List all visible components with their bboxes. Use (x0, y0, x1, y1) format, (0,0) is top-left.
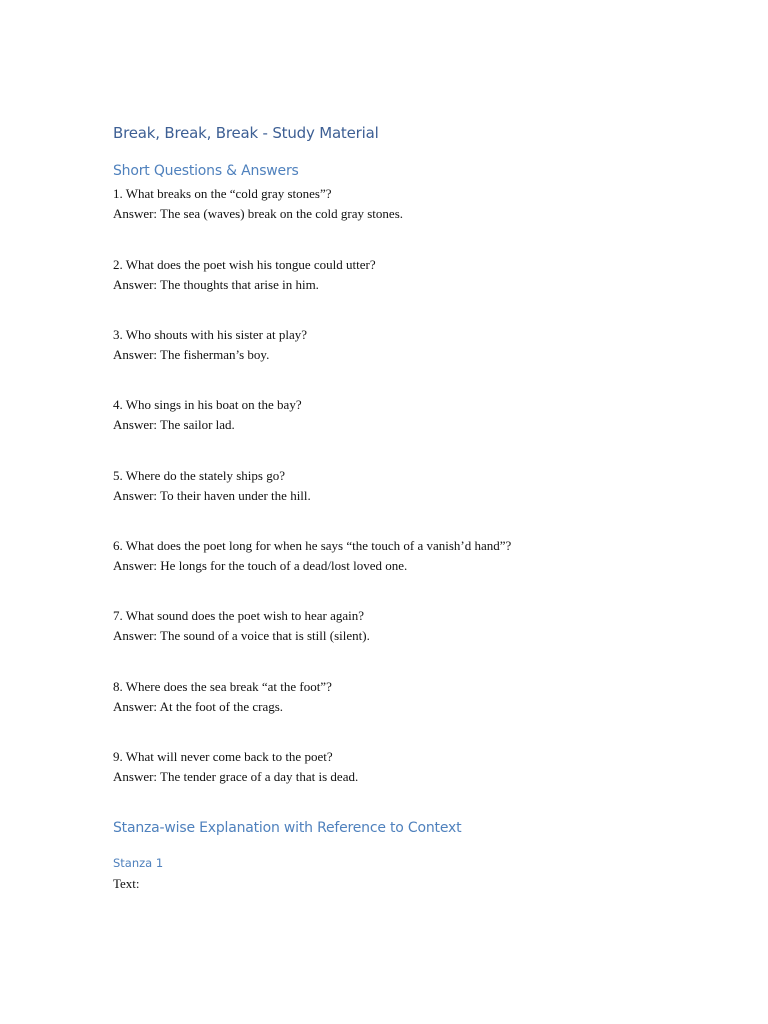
answer-text: Answer: The sailor lad. (113, 416, 235, 432)
qa-item-6 (113, 536, 673, 575)
qa-item-1 (113, 184, 673, 223)
qa-item-4 (113, 395, 673, 434)
answer-text: Answer: The sound of a voice that is still (silent). (113, 627, 370, 643)
document-title: Break, Break, Break - Study Material (113, 124, 379, 142)
qa-item-5 (113, 466, 673, 505)
question-text: 1. What breaks on the “cold gray stones”? (113, 186, 332, 201)
question-text: 5. Where do the stately ships go? (113, 468, 285, 483)
answer-text: Answer: To their haven under the hill. (113, 487, 311, 503)
section-heading-short-qa: Short Questions & Answers (113, 163, 299, 179)
answer-text: Answer: He longs for the touch of a dead/lost loved one. (113, 557, 408, 573)
section-heading-stanza-explanation: Stanza-wise Explanation with Reference to Context (113, 820, 462, 836)
question-text: 9. What will never come back to the poet? (113, 749, 333, 764)
answer-text: Answer: The tender grace of a day that is dead. (113, 768, 359, 784)
stanza-1-text-label: Text: (113, 876, 140, 891)
answer-text: Answer: At the foot of the crags. (113, 698, 284, 714)
qa-item-9 (113, 747, 673, 786)
qa-item-2 (113, 255, 673, 294)
question-text: 2. What does the poet wish his tongue could utter? (113, 257, 376, 272)
question-text: 8. Where does the sea break “at the foot”? (113, 679, 332, 694)
qa-item-7 (113, 606, 673, 645)
answer-text: Answer: The thoughts that arise in him. (113, 276, 319, 292)
answer-text: Answer: The sea (waves) break on the cold gray stones. (113, 205, 403, 221)
qa-item-3 (113, 325, 673, 364)
answer-text: Answer: The fisherman’s boy. (113, 346, 270, 362)
question-text: 6. What does the poet long for when he says “the touch of a vanish’d hand”? (113, 538, 512, 553)
qa-item-8 (113, 677, 673, 716)
stanza-1-heading: Stanza 1 (113, 856, 164, 870)
question-text: 7. What sound does the poet wish to hear again? (113, 608, 365, 623)
question-text: 4. Who sings in his boat on the bay? (113, 397, 302, 412)
question-text: 3. Who shouts with his sister at play? (113, 327, 308, 342)
